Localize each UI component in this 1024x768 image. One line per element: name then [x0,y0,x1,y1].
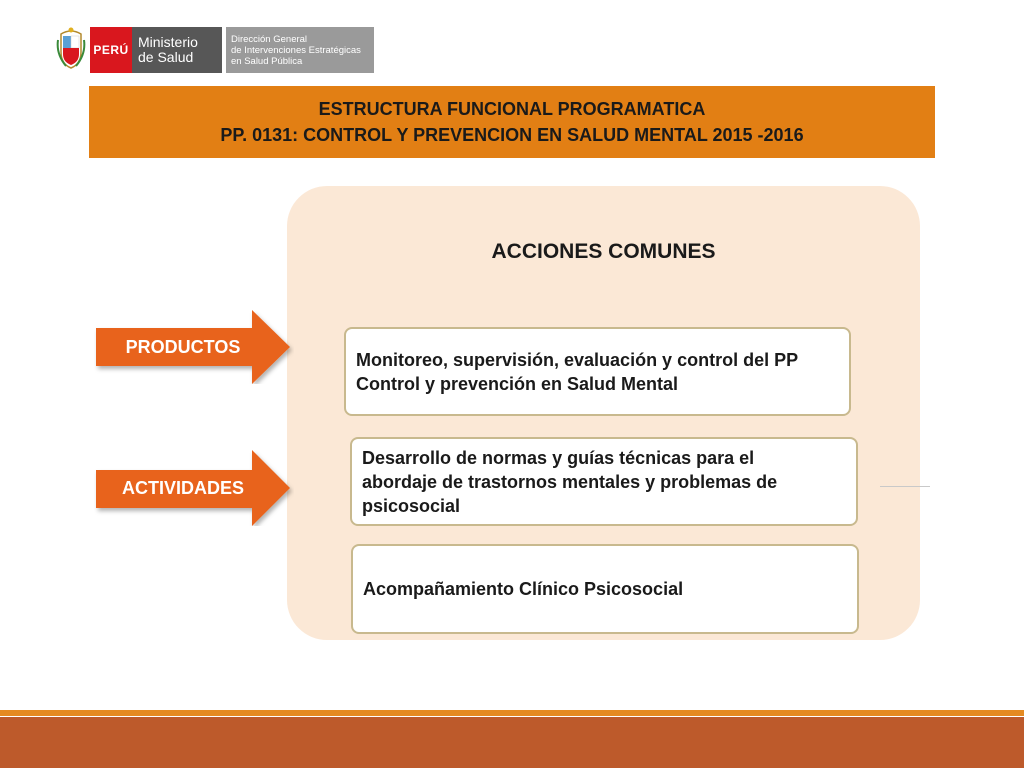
ministry-logo [132,27,222,73]
footer-stripe [0,710,1024,716]
producto-line2: Control y prevención en Salud Mental [356,373,679,394]
actividades-arrow [94,450,294,524]
actividad1-line2: abordaje de trastornos mentales y problemas de [362,471,778,492]
productos-arrow [94,310,294,384]
divider [880,486,930,487]
actividad2-text: Acompañamiento Clínico Psicosocial [363,579,684,599]
title-line2: PP. 0131: CONTROL Y PREVENCION EN SALUD MENTAL 2015 -2016 [220,125,804,145]
ministry-line1: Ministerio [138,34,198,50]
producto-box [344,327,851,416]
direccion-general-logo [226,27,374,73]
coat-of-arms-icon [56,26,86,70]
actividades-label: ACTIVIDADES [121,477,244,498]
actividad1-line1: Desarrollo de normas y guías técnicas para el [362,447,755,468]
actividad-normas-box [350,437,858,526]
peru-logo [90,27,132,73]
footer-band [0,717,1024,768]
panel-heading: ACCIONES COMUNES [491,240,716,263]
dg-line1: Dirección General [231,33,308,45]
producto-line1: Monitoreo, supervisión, evaluación y control del PP [356,349,799,370]
actividad-acompanamiento-box [351,544,859,634]
ministry-line2: de Salud [138,49,194,65]
dg-line3: en Salud Pública [231,55,303,67]
peru-label: PERÚ [93,43,129,57]
productos-label: PRODUCTOS [125,336,241,357]
actividad1-line3: psicosocial [362,495,461,516]
title-line1: ESTRUCTURA FUNCIONAL PROGRAMATICA [318,99,706,119]
dg-line2: de Intervenciones Estratégicas [231,44,361,56]
title-banner [89,86,935,158]
